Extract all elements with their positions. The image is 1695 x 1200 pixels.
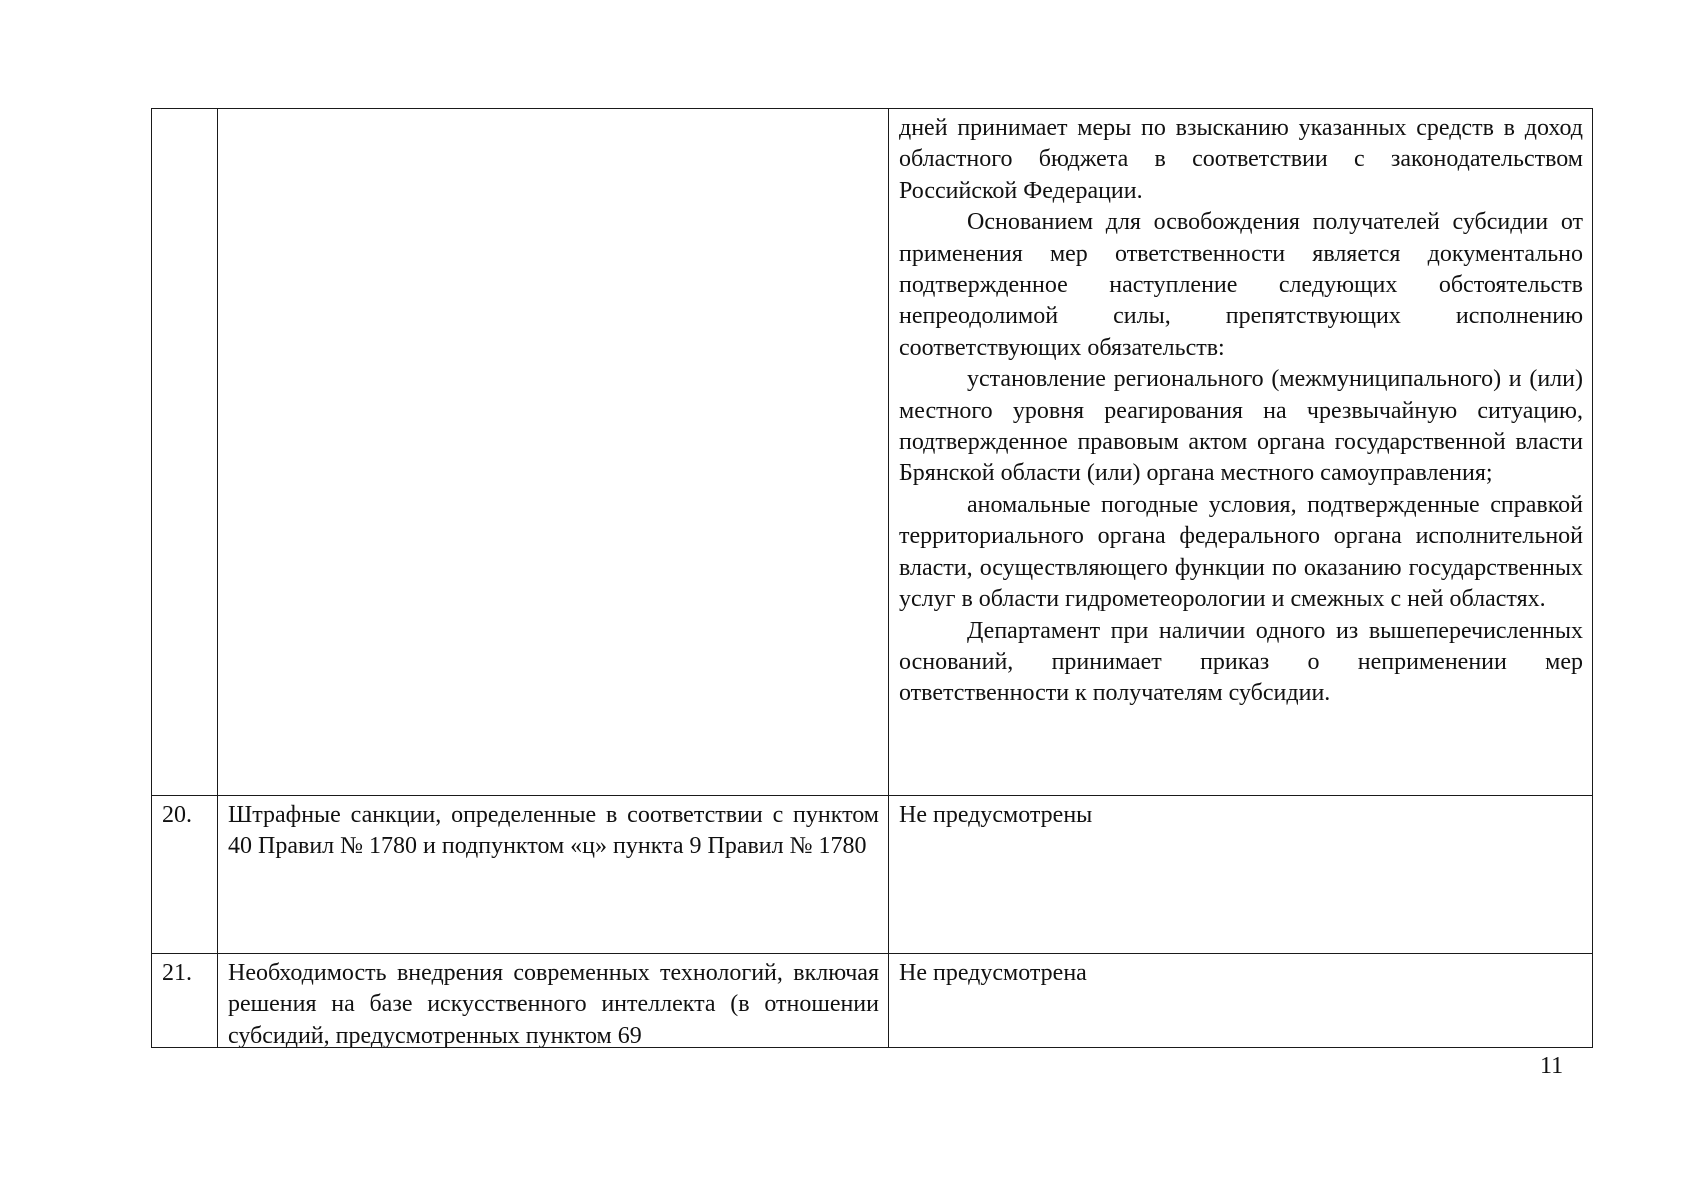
row-number: 21. [162, 960, 192, 986]
table-row [152, 109, 1593, 796]
row-name: Необходимость внедрения современных технологий, включая решения на базе искусственного интеллекта (в отношении субсидий, предусмотренных пунктом 69 [228, 960, 879, 1047]
document-table [151, 108, 1593, 1048]
row-name-cell [218, 109, 889, 796]
paragraph: аномальные погодные условия, подтвержденные справкой территориального органа федерального органа исполнительной власти, осуществляющего функции по оказанию государственных услуг в области гидрометеорологии и смежных с ней областях. [899, 491, 1583, 613]
row-number [152, 109, 217, 113]
row-number-cell [152, 109, 218, 796]
row-number-cell [152, 796, 218, 954]
table-row [152, 796, 1593, 954]
paragraph: Департамент при наличии одного из вышеперечисленных оснований, принимает приказ о неприменении мер ответственности к получателям субсидии. [899, 617, 1583, 707]
row-value-cell [889, 109, 1593, 796]
row-name-cell [218, 954, 889, 1048]
row-name-cell [218, 796, 889, 954]
row-value: Не предусмотрена [899, 960, 1087, 986]
row-value-cell [889, 796, 1593, 954]
page-number: 11 [1540, 1053, 1564, 1079]
row-name [218, 109, 888, 115]
paragraph: дней принимает меры по взысканию указанных средств в доход областного бюджета в соответствии с законодательством Российской Федерации. [899, 115, 1583, 204]
paragraph: установление регионального (межмуниципального) и (или) местного уровня реагирования на чрезвычайную ситуацию, подтвержденное правовым актом органа государственной власти Брянской области (или) органа местного самоуправления; [899, 366, 1583, 487]
paragraph: Основанием для освобождения получателей субсидии от применения мер ответственности является документально подтвержденное наступление следующих обстоятельств непреодолимой силы, препятствующих исполнению соответствующих обязательств: [899, 209, 1583, 361]
row-value-cell [889, 954, 1593, 1048]
row-name: Штрафные санкции, определенные в соответствии с пунктом 40 Правил № 1780 и подпунктом «ц» пункта 9 Правил № 1780 [228, 802, 879, 860]
row-number: 20. [162, 802, 192, 828]
table-row [152, 954, 1593, 1048]
row-value: Не предусмотрены [899, 802, 1093, 828]
row-number-cell [152, 954, 218, 1048]
